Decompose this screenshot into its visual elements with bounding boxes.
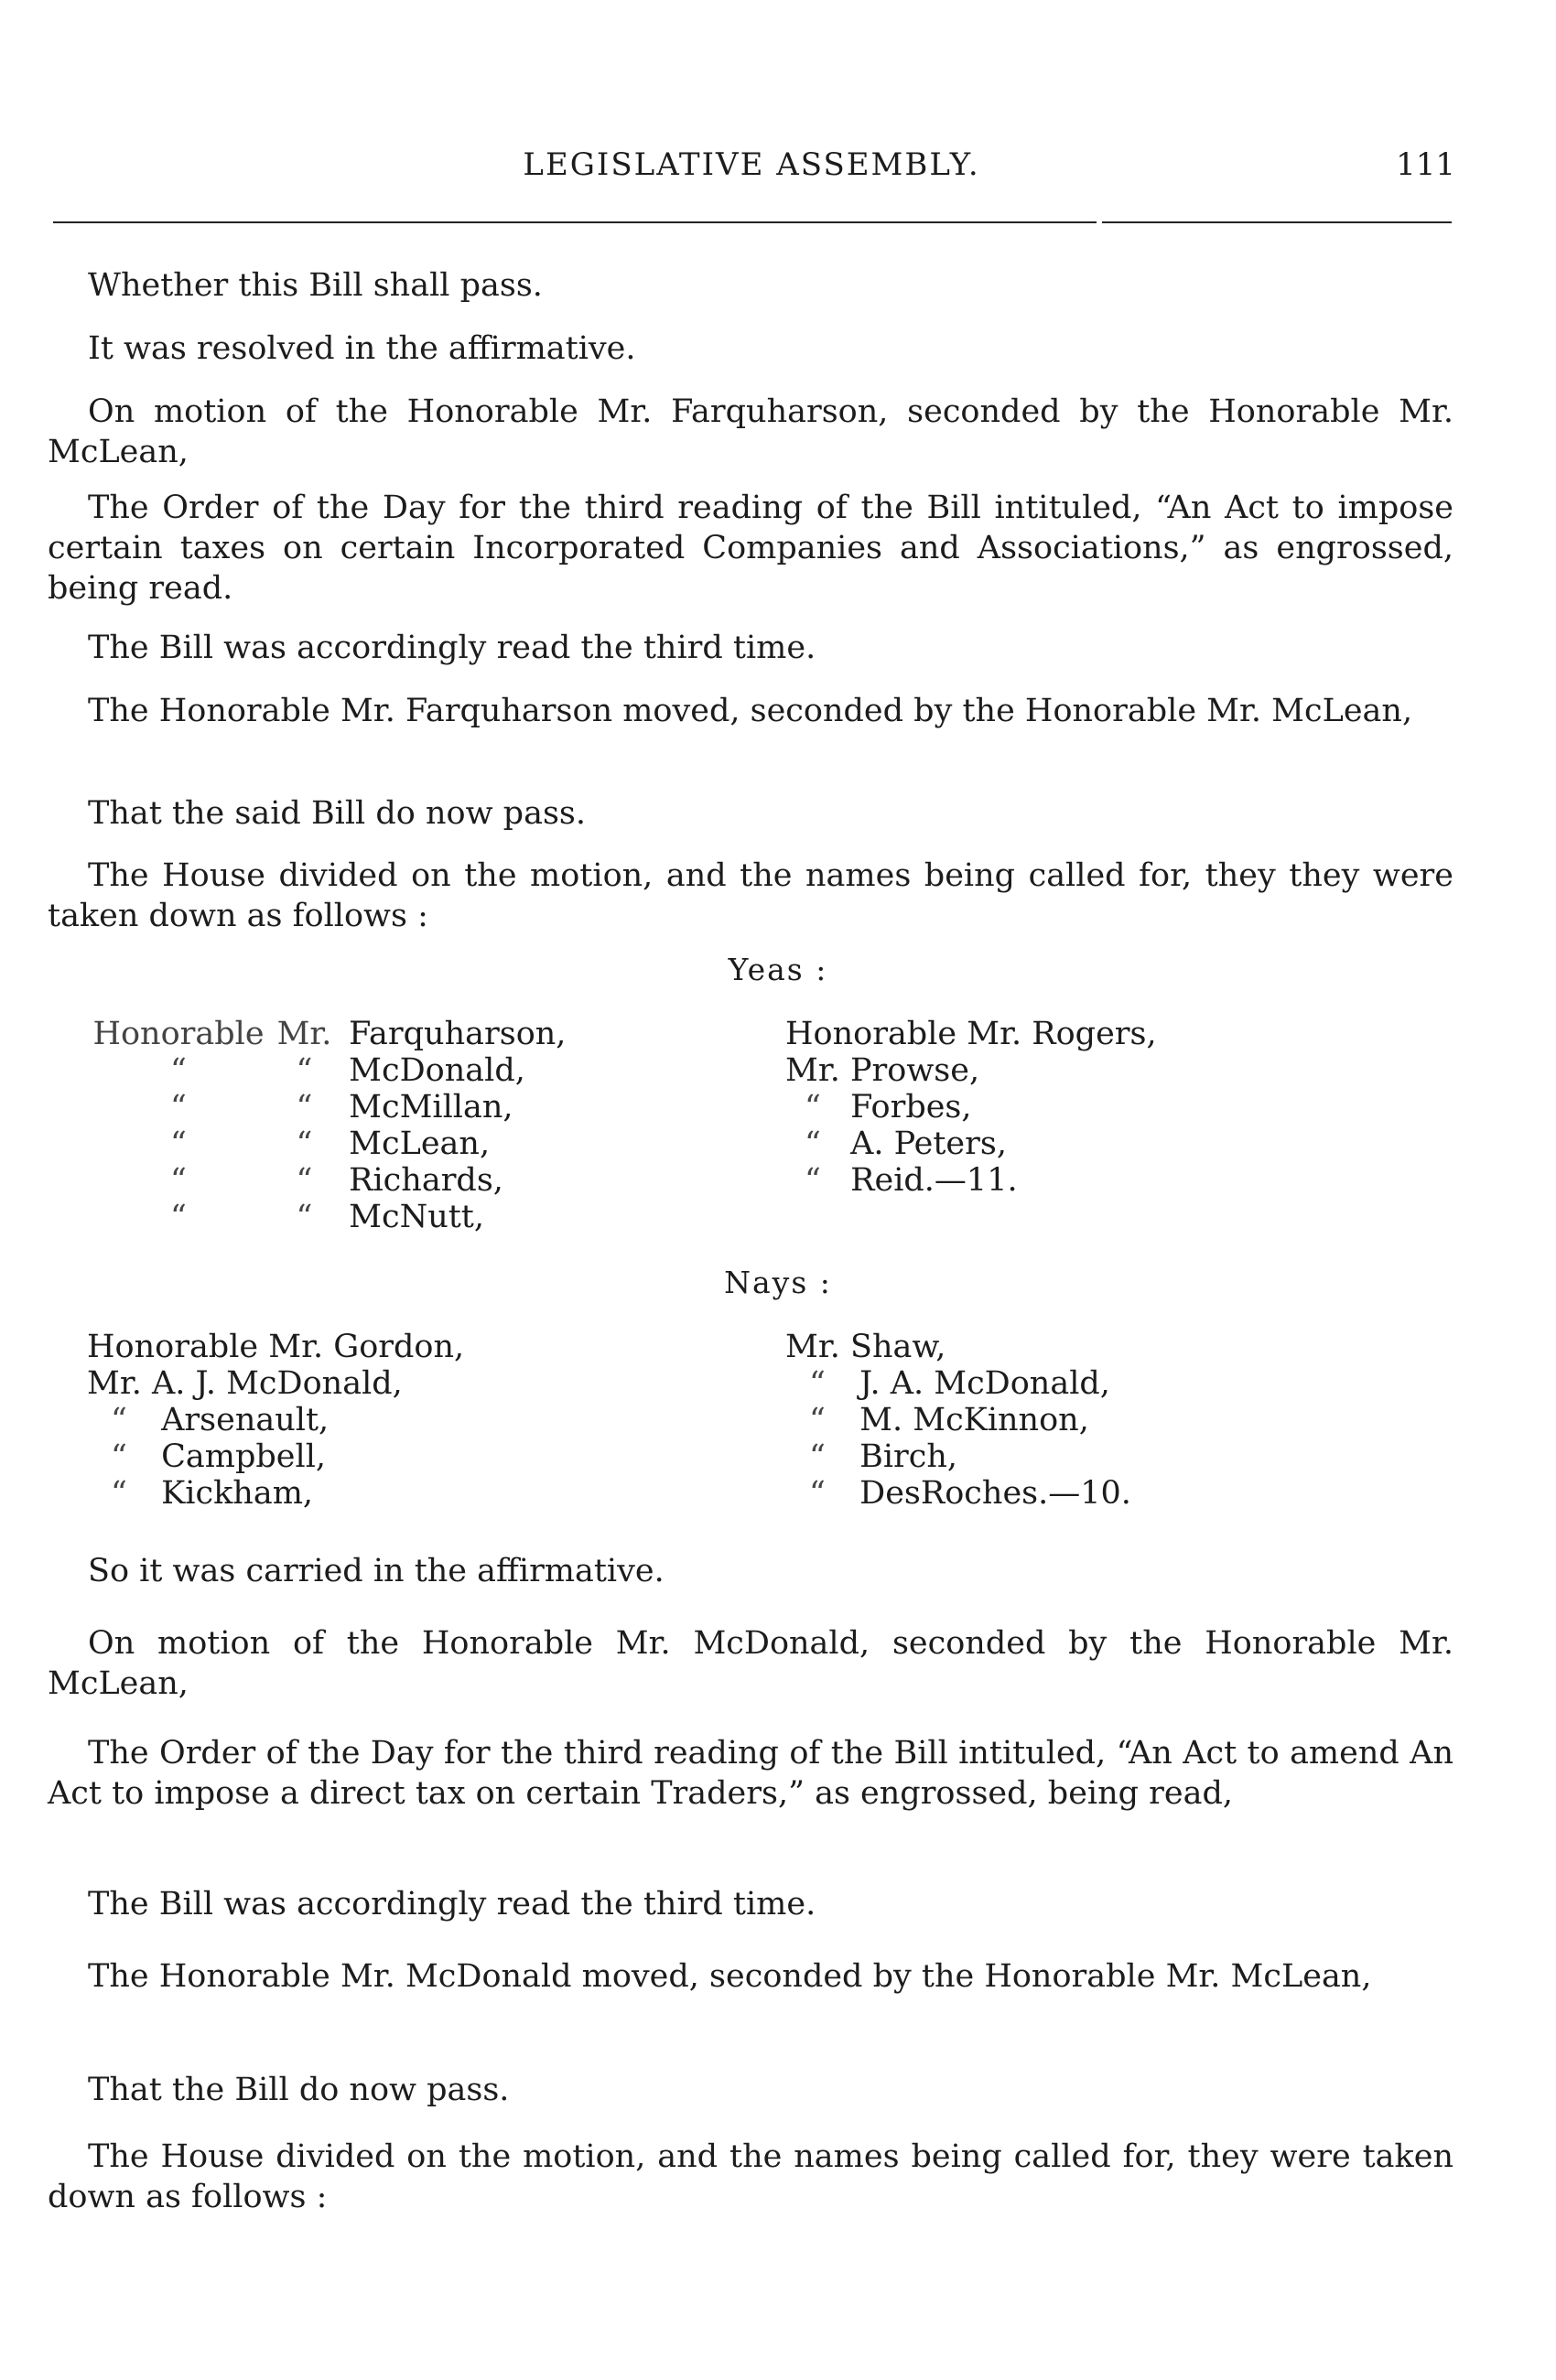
list-item: “ “ Richards,: [170, 1162, 503, 1199]
list-item: “ “ McNutt,: [170, 1199, 485, 1235]
list-item: Mr. A. J. McDonald,: [87, 1365, 403, 1402]
yeas-heading: Yeas :: [728, 952, 828, 987]
header-rule-left: [53, 221, 1097, 223]
paragraph-pass-1: That the said Bill do now pass.: [88, 795, 586, 832]
nays-heading: Nays :: [724, 1265, 832, 1300]
paragraph-divided-1: The House divided on the motion, and the names being called for, they they were taken down as follows :: [48, 857, 1453, 934]
paragraph-motion-2: On motion of the Honorable Mr. McDonald, seconded by the Honorable Mr. McLean,: [48, 1625, 1453, 1702]
paragraph-third-reading-1: The Bill was accordingly read the third time.: [88, 630, 816, 666]
list-item: Honorable Mr. Farquharson,: [92, 1016, 567, 1052]
paragraph-resolved: It was resolved in the affirmative.: [88, 330, 636, 367]
running-title: LEGISLATIVE ASSEMBLY.: [523, 146, 980, 183]
list-item: Honorable Mr. Gordon,: [87, 1329, 465, 1365]
yeas-left-column: [87, 1016, 566, 1235]
paragraph-motion-1: On motion of the Honorable Mr. Farquharson, seconded by the Honorable Mr. McLean,: [48, 393, 1453, 470]
list-item: Mr. Shaw,: [785, 1329, 946, 1365]
nays-left-column: [87, 1329, 464, 1512]
paragraph-divided-2: The House divided on the motion, and the names being called for, they were taken down as follows :: [48, 2138, 1453, 2215]
list-item: “ Reid.—11.: [805, 1162, 1018, 1199]
list-item: “ “ McLean,: [170, 1125, 491, 1162]
list-item: “ Arsenault,: [111, 1402, 330, 1438]
header-rule-right: [1102, 221, 1452, 223]
paragraph-moved-1: The Honorable Mr. Farquharson moved, seconded by the Honorable Mr. McLean,: [88, 693, 1413, 729]
paragraph-carried: So it was carried in the affirmative.: [88, 1553, 665, 1589]
list-item: “ M. McKinnon,: [809, 1402, 1089, 1438]
paragraph-third-reading-2: The Bill was accordingly read the third time.: [88, 1886, 816, 1922]
nays-right-column: [785, 1329, 1131, 1512]
page-header: [48, 146, 1455, 198]
page-number: 111: [1396, 146, 1455, 183]
list-item: “ “ McDonald,: [170, 1052, 525, 1089]
paragraph-question: Whether this Bill shall pass.: [88, 267, 543, 304]
list-item: “ Campbell,: [111, 1438, 327, 1475]
list-item: “ A. Peters,: [805, 1125, 1007, 1162]
list-item: “ DesRoches.—10.: [809, 1475, 1131, 1512]
yeas-right-column: [785, 1016, 1157, 1199]
list-item: “ “ McMillan,: [170, 1089, 513, 1125]
list-item: “ Kickham,: [111, 1475, 314, 1512]
paragraph-moved-2: The Honorable Mr. McDonald moved, seconded by the Honorable Mr. McLean,: [88, 1958, 1372, 1995]
paragraph-pass-2: That the Bill do now pass.: [88, 2072, 510, 2108]
list-item: Mr. Prowse,: [785, 1052, 980, 1089]
list-item: “ Birch,: [809, 1438, 958, 1475]
paragraph-order-2: The Order of the Day for the third reading of the Bill intituled, “An Act to amend An Act to impose a direct tax on certain Traders,” as engrossed, being read,: [48, 1735, 1453, 1812]
paragraph-order-1: The Order of the Day for the third reading of the Bill intituled, “An Act to impose certain taxes on certain Incorporated Companies and Associations,” as engrossed, being read.: [48, 490, 1453, 607]
list-item: Honorable Mr. Rogers,: [785, 1016, 1157, 1052]
list-item: “ Forbes,: [805, 1089, 972, 1125]
list-item: “ J. A. McDonald,: [809, 1365, 1110, 1402]
